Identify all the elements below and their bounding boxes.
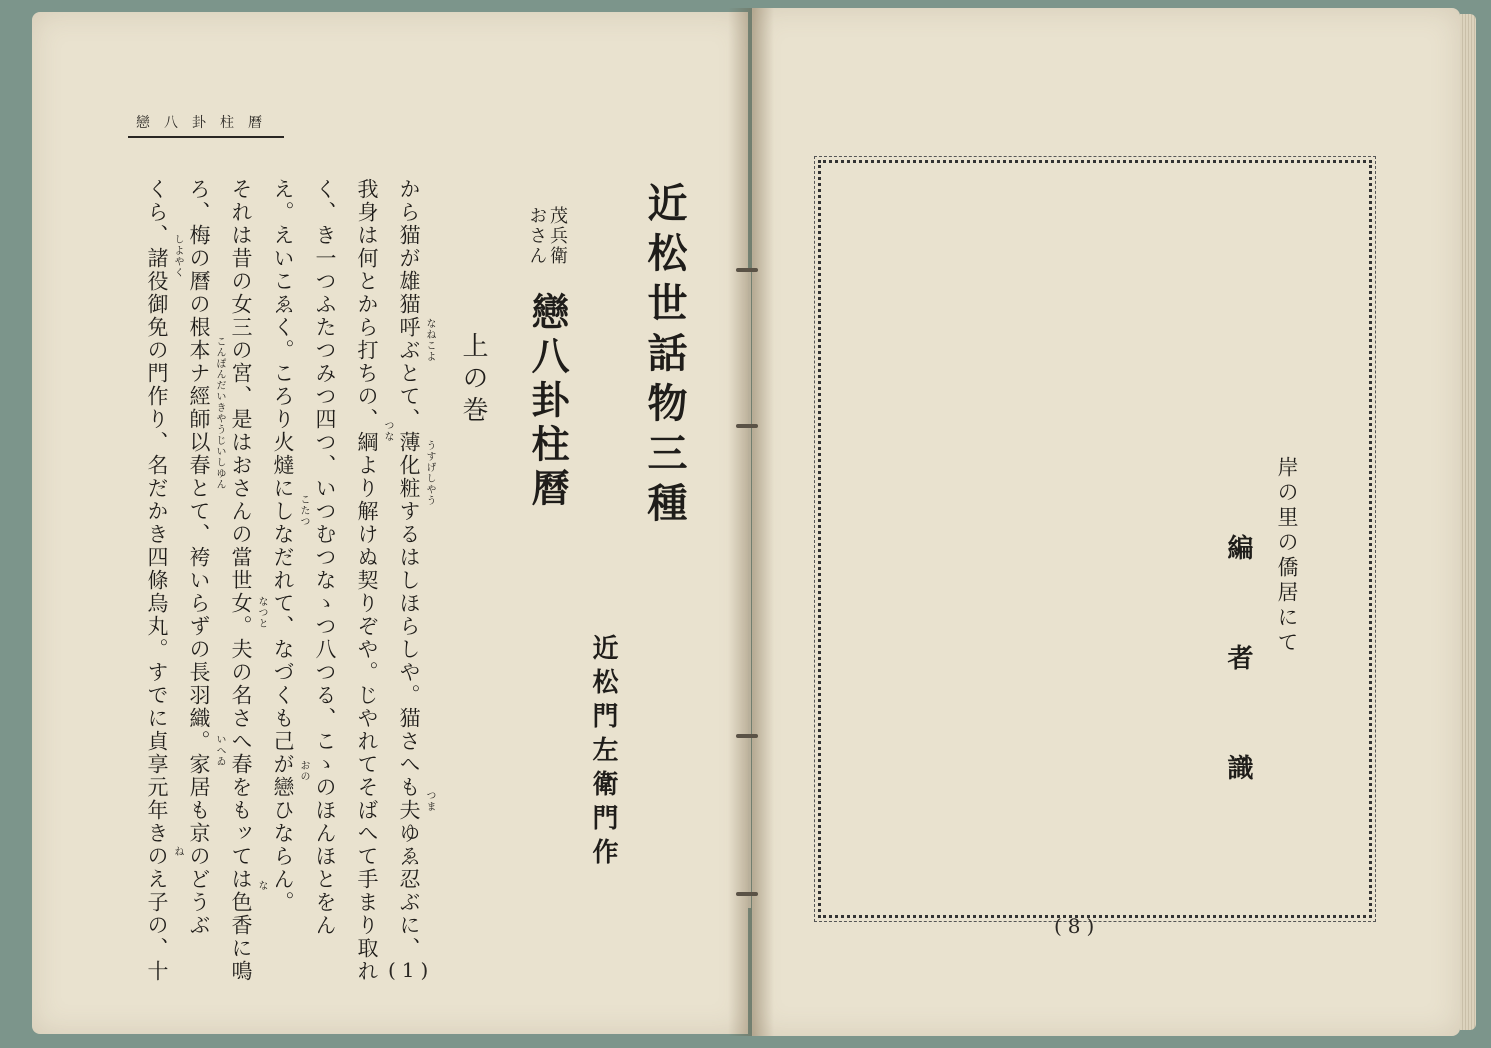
text-line: それは昔の女三の宮、是はおさんの當世女。夫の名さへ春をもッては色香に鳴 <box>229 178 253 983</box>
page-number-right: (8) <box>1054 914 1101 938</box>
preface-signature: 編者識 <box>1223 534 1253 864</box>
play-subtitle: 茂兵衛 おさん <box>526 206 568 266</box>
furigana: つま <box>424 790 435 812</box>
text-line: え。えいこゑく。ころり火燵にしなだれて、なづくも己が戀ひならん。 <box>271 178 295 914</box>
furigana: こたつ <box>298 494 309 527</box>
binding-stitch <box>736 892 758 896</box>
furigana: うすげしやう <box>424 440 435 506</box>
furigana: しよやく <box>172 234 183 278</box>
furigana: こんぽんだいきやうじいしゆん <box>214 336 225 490</box>
text-line: くら、諸役御免の門作り、名だかき四條烏丸。すでに貞享元年きのえ子の、十 <box>145 178 169 983</box>
furigana: なねこよ <box>424 318 435 362</box>
volume-label: 上の巻 <box>458 332 488 428</box>
text-line: く、き一つふたつみつ四つ、いつむつなゝつ八つる、こゝのほんほとをん <box>313 178 337 937</box>
page-edges <box>1460 14 1476 1030</box>
furigana: なつと <box>256 596 267 629</box>
binding-stitch <box>736 268 758 272</box>
furigana: つな <box>382 420 393 442</box>
running-header: 戀八卦柱曆 <box>128 112 284 138</box>
collection-title: 近松世話物三種 <box>641 182 688 532</box>
binding-stitch <box>736 424 758 428</box>
text-line: から猫が雄猫呼ぶとて、薄化粧するはしほらしや。猫さへも夫ゆゑ忍ぶに、 <box>397 178 421 960</box>
furigana: な <box>256 880 267 891</box>
binding-thread <box>748 268 751 908</box>
text-line: ろ、梅の曆の根本ナ經師以春とて、袴いらずの長羽織。家居も京のどうぶ <box>187 178 211 937</box>
preface-location: 岸の里の僑居にて <box>1275 456 1299 656</box>
text-line: 我身は何とから打ちの、綱より解けぬ契りぞや。じやれてそばへて手まり取れ <box>355 178 379 983</box>
author-credit: 近松門左衛門作 <box>588 634 618 872</box>
play-title: 戀八卦柱曆 <box>525 292 570 512</box>
page-number-left: (1) <box>388 958 435 982</box>
binding-stitch <box>736 734 758 738</box>
book-gutter <box>728 8 774 1036</box>
furigana: いへゐ <box>214 734 225 767</box>
furigana: おの <box>298 760 309 782</box>
furigana: ね <box>172 846 183 857</box>
